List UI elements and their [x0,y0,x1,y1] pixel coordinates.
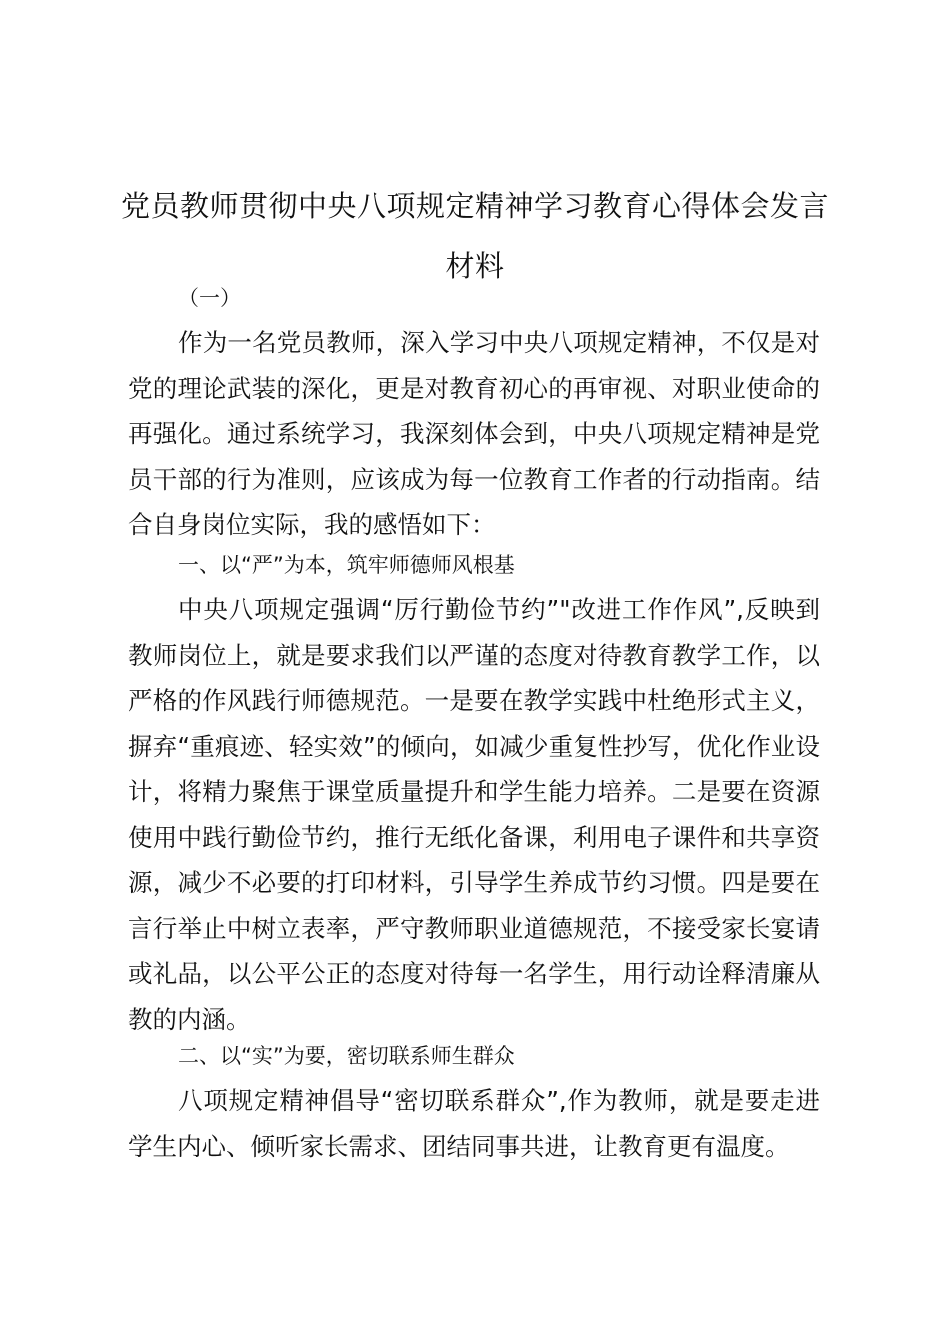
intro-paragraph: 作为一名党员教师，深入学习中央八项规定精神，不仅是对党的理论武装的深化，更是对教育初心的再审视、对职业使命的再强化。通过系统学习，我深刻体会到，中央八项规定精神是党员干部的行为准则，应该成为每一位教育工作者的行动指南。结合自身岗位实际，我的感悟如下： [128,328,820,539]
section-body-1: 中央八项规定强调“厉行勤俭节约”"改进工作作风”,反映到教师岗位上，就是要求我们以严谨的态度对待教育教学工作，以严格的作风践行师德规范。一是要在教学实践中杜绝形式主义，摒弃“重痕迹、轻实效”的倾向，如减少重复性抄写，优化作业设计，将精力聚焦于课堂质量提升和学生能力培养。二是要在资源使用中践行勤俭节约，推行无纸化备课，利用电子课件和共享资源，减少不必要的打印材料，引导学生养成节约习惯。四是要在言行举止中树立表率，严守教师职业道德规范，不接受家长宴请或礼品，以公平公正的态度对待每一名学生，用行动诠释清廉从教的内涵。 [128,595,820,1034]
document-title: 党员教师贯彻中央八项规定精神学习教育心得体会发言材料 [120,189,829,283]
part-label: （一） [178,286,241,310]
section-body-2: 八项规定精神倡导“密切联系群众”,作为教师，就是要走进学生内心、倾听家长需求、团结同事共进，让教育更有温度。 [128,1086,820,1161]
section-heading-2: 二、以“实”为要，密切联系师生群众 [178,1044,515,1068]
section-heading-1: 一、以“严”为本，筑牢师德师风根基 [178,553,515,577]
